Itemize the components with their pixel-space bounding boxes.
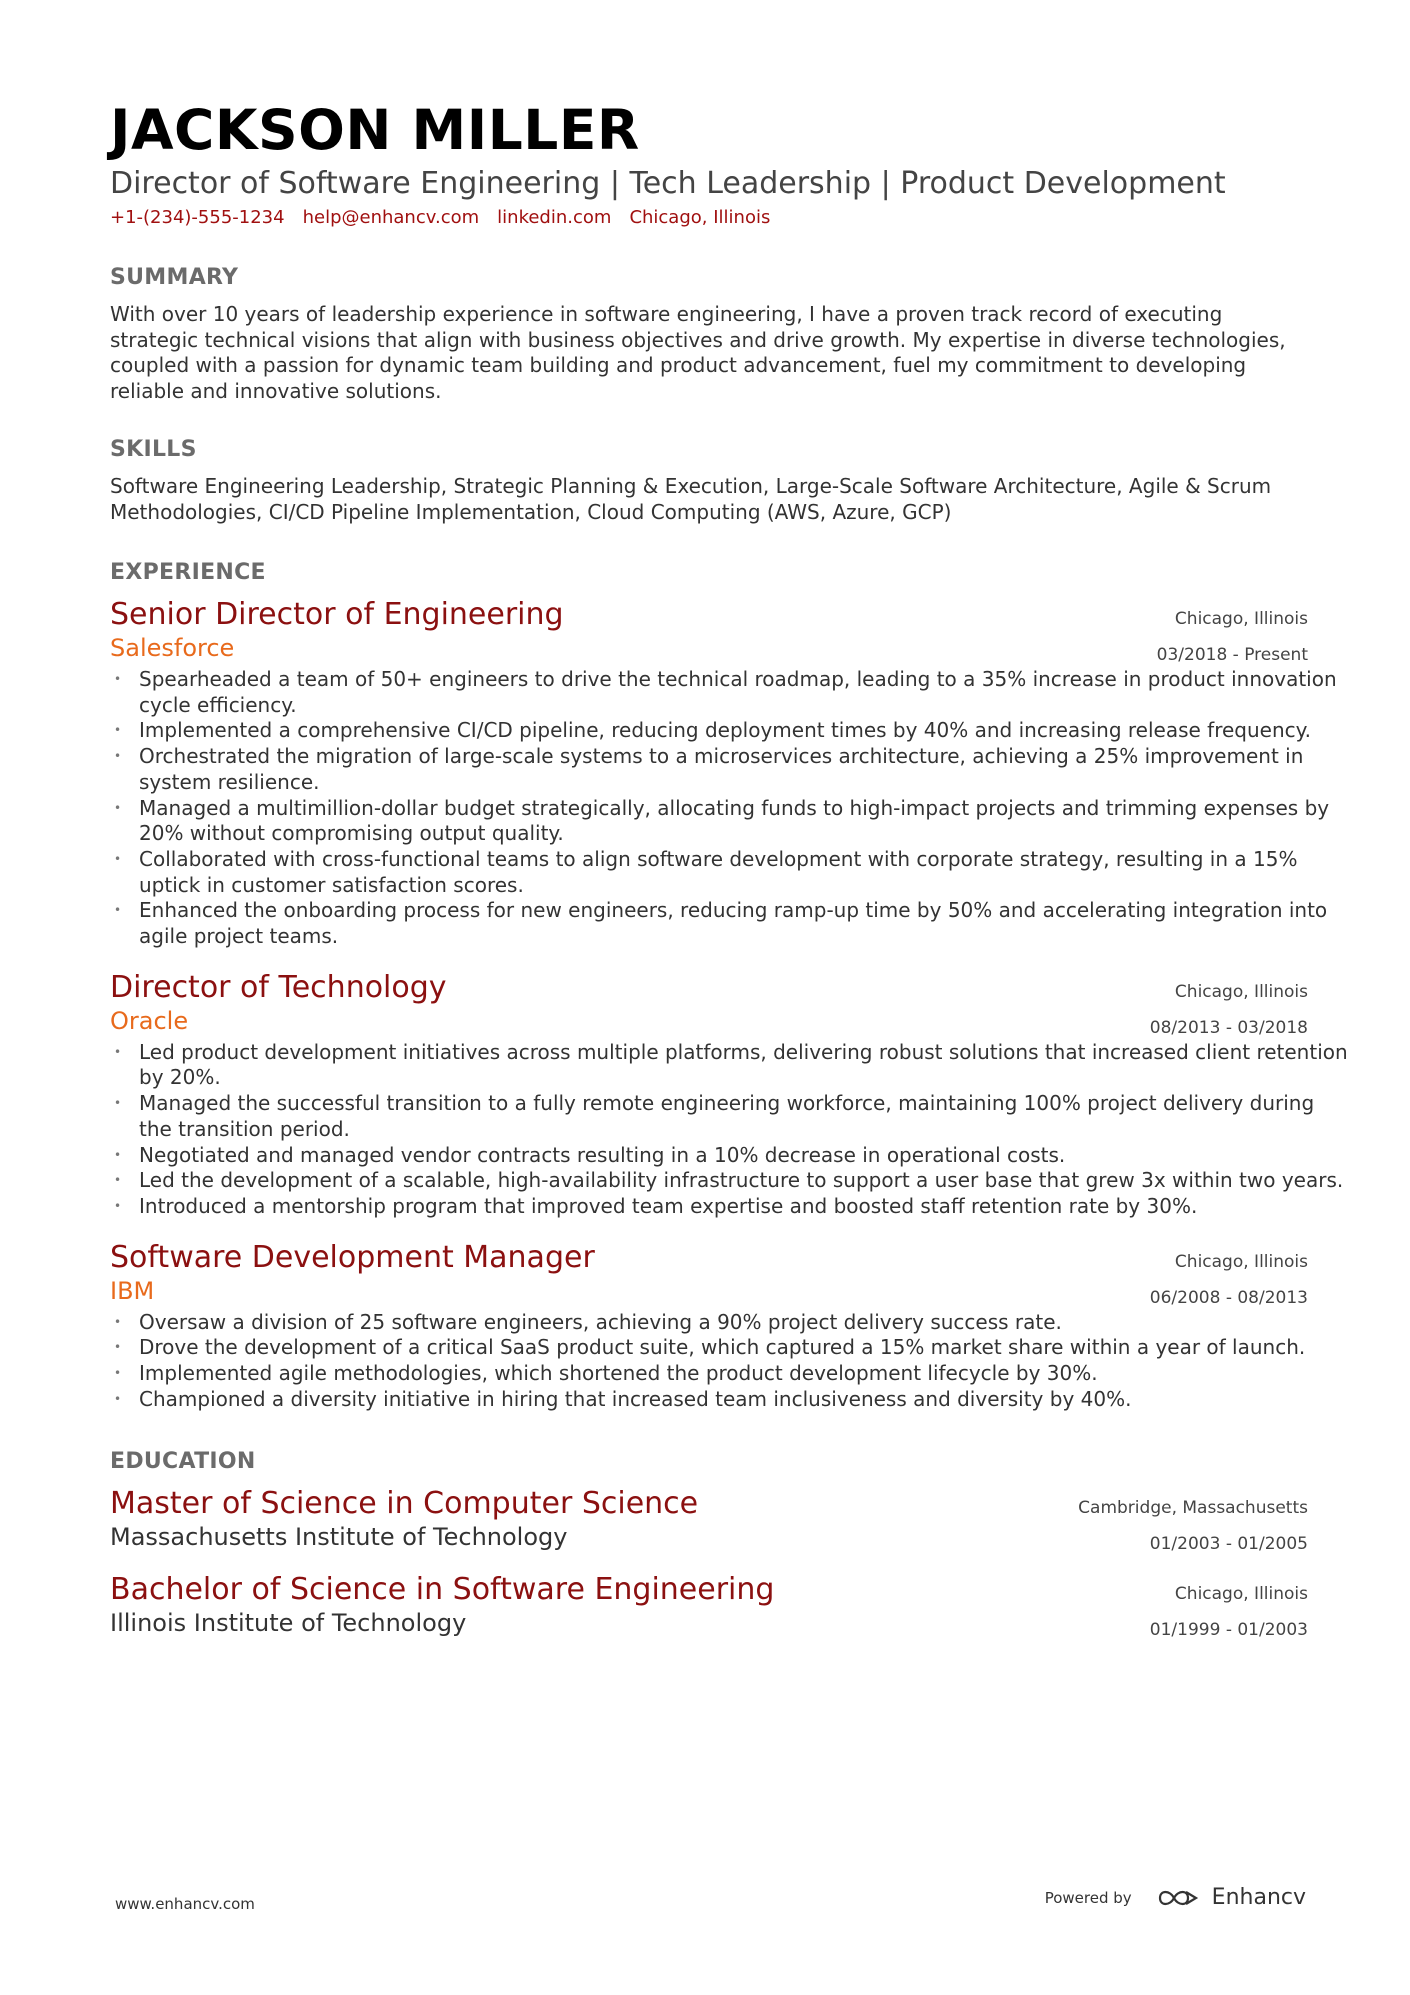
skills-title: SKILLS [110, 437, 197, 462]
contact-row [110, 206, 1308, 230]
job-location: Chicago, Illinois [1174, 981, 1308, 1002]
job-title: Senior Director of Engineering [110, 597, 564, 632]
company-name: IBM [110, 1276, 155, 1305]
experience-entry [110, 597, 1337, 950]
education-meta [1150, 1576, 1308, 1648]
education-dates: 01/1999 - 01/2003 [1149, 1620, 1308, 1641]
skills-section [110, 436, 1308, 525]
phone-link[interactable]: +1-(234)-555-1234 [110, 207, 285, 228]
job-title: Software Development Manager [110, 1239, 595, 1275]
education-section [110, 1448, 1308, 1641]
job-bullets [110, 667, 1337, 950]
company-name: Salesforce [110, 634, 235, 662]
job-dates: 08/2013 - 03/2018 [1149, 1017, 1308, 1038]
education-dates: 01/2003 - 01/2005 [1149, 1534, 1308, 1555]
bullet-item: • Spearheaded a team of 50+ engineers to drive the technical roadmap, leading to a 35% increase in product innovation cycle efficiency. [110, 667, 1350, 718]
degree-title: Bachelor of Science in Software Engineering [110, 1572, 775, 1608]
experience-section [110, 559, 1348, 1412]
bullet-item: • Negotiated and managed vendor contracts resulting in a 10% decrease in operational costs. [110, 1143, 1350, 1169]
candidate-name: JACKSON MILLER [110, 98, 640, 162]
job-bullets [110, 1310, 1308, 1413]
bullet-item: • Oversaw a division of 25 software engineers, achieving a 90% project delivery success rate. [110, 1310, 1350, 1336]
education-entry [110, 1572, 1308, 1641]
brand-name: Enhancv [1211, 1885, 1306, 1910]
skills-text: Software Engineering Leadership, Strategic Planning & Execution, Large-Scale Software Architecture, Agile & Scrum Methodologies, CI/CD Pipeline Implementation, Cloud Computing (AWS, Azure, GCP) [110, 474, 1272, 524]
job-dates: 06/2008 - 08/2013 [1149, 1287, 1308, 1308]
bullet-item: • Drove the development of a critical SaaS product suite, which captured a 15% market share within a year of launch. [110, 1335, 1350, 1361]
experience-title: EXPERIENCE [110, 560, 266, 585]
bullet-item: • Championed a diversity initiative in hiring that increased team inclusiveness and diversity by 40%. [110, 1387, 1350, 1413]
job-bullets [110, 1039, 1348, 1220]
job-location: Chicago, Illinois [1174, 1251, 1308, 1272]
bullet-item: • Implemented a comprehensive CI/CD pipeline, reducing deployment times by 40% and increasing release frequency. [110, 718, 1350, 744]
job-meta [1150, 1244, 1308, 1316]
job-title: Director of Technology [110, 969, 447, 1005]
education-entry [110, 1486, 1308, 1555]
education-meta [1078, 1490, 1308, 1562]
footer-branding [1045, 1885, 1306, 1910]
company-name: Oracle [110, 1006, 189, 1035]
footer-website[interactable]: www.enhancv.com [115, 1895, 255, 1913]
bullet-item: • Enhanced the onboarding process for new engineers, reducing ramp-up time by 50% and accelerating integration into agile project teams. [110, 898, 1350, 949]
bullet-item: • Introduced a mentorship program that improved team expertise and boosted staff retention rate by 30%. [110, 1194, 1350, 1220]
powered-by-text: Powered by [1044, 1888, 1132, 1907]
bullet-item: • Managed the successful transition to a fully remote engineering workforce, maintaining 100% project delivery during the transition period. [110, 1091, 1350, 1142]
education-title: EDUCATION [110, 1449, 256, 1475]
job-meta [1150, 974, 1308, 1046]
job-location: Chicago, Illinois [1174, 609, 1308, 629]
enhancv-logo-icon [1156, 1886, 1200, 1910]
summary-title: SUMMARY [110, 265, 239, 290]
headline: Director of Software Engineering | Tech Leadership | Product Development [110, 166, 1226, 201]
education-location: Cambridge, Massachusetts [1078, 1498, 1308, 1519]
degree-title: Master of Science in Computer Science [110, 1486, 699, 1522]
bullet-item: • Collaborated with cross-functional teams to align software development with corporate strategy, resulting in a 15% uptick in customer satisfaction scores. [110, 847, 1350, 898]
job-meta [1157, 601, 1308, 673]
location-text: Chicago, Illinois [629, 207, 771, 228]
school-name: Illinois Institute of Technology [110, 1609, 467, 1638]
email-link[interactable]: help@enhancv.com [302, 207, 480, 228]
summary-section [110, 264, 1308, 404]
brand-logo[interactable] [1156, 1885, 1306, 1910]
resume-page [110, 96, 1348, 1641]
linkedin-link[interactable]: linkedin.com [497, 207, 612, 228]
bullet-item: • Led product development initiatives across multiple platforms, delivering robust solutions that increased client retention by 20%. [110, 1040, 1350, 1091]
experience-entry [110, 1240, 1308, 1413]
job-dates: 03/2018 - Present [1156, 645, 1308, 665]
bullet-item: • Orchestrated the migration of large-scale systems to a microservices architecture, achieving a 25% improvement in system resilience. [110, 744, 1350, 795]
bullet-item: • Managed a multimillion-dollar budget strategically, allocating funds to high-impact projects and trimming expenses by 20% without compromising output quality. [110, 796, 1350, 847]
bullet-item: • Led the development of a scalable, high-availability infrastructure to support a user base that grew 3x within two years. [110, 1168, 1350, 1194]
experience-entry [110, 969, 1348, 1220]
summary-text: With over 10 years of leadership experience in software engineering, I have a proven track record of executing strategic technical visions that align with business objectives and drive growth. My expertise in diverse technologies, coupled with a passion for dynamic team building and product advancement, fuel my commitment to developing reliable and innovative solutions. [110, 302, 1286, 403]
education-location: Chicago, Illinois [1174, 1584, 1308, 1605]
school-name: Massachusetts Institute of Technology [110, 1523, 568, 1552]
bullet-item: • Implemented agile methodologies, which shortened the product development lifecycle by 30%. [110, 1361, 1350, 1387]
